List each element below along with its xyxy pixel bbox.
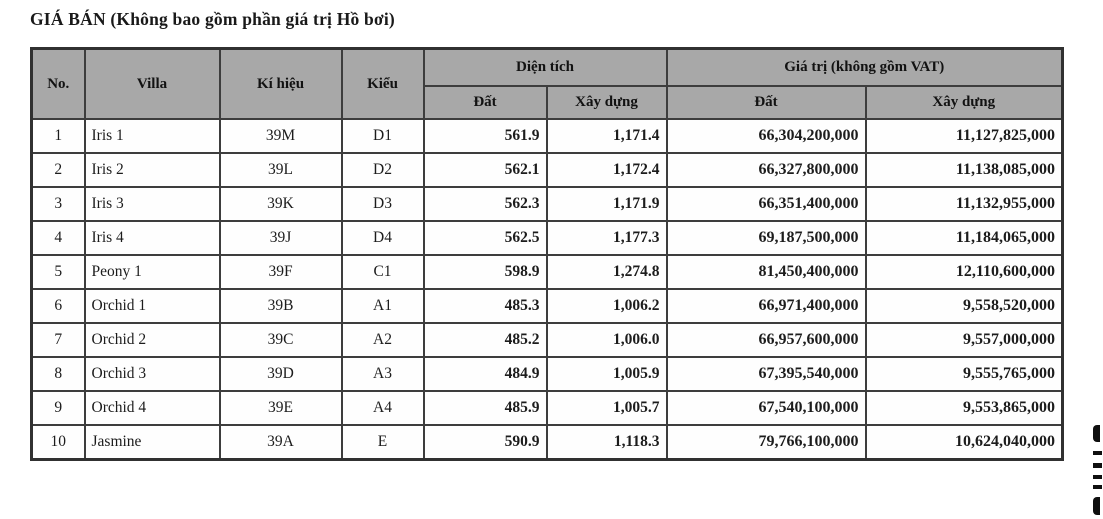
cell-no: 1 [32,119,85,153]
cell-no: 7 [32,323,85,357]
cell-type: A3 [342,357,424,391]
page-title: GIÁ BÁN (Không bao gồm phần giá trị Hồ bơi) [30,9,395,29]
cell-villa: Iris 4 [85,221,220,255]
cell-type: D3 [342,187,424,221]
cell-area-land: 562.1 [424,153,547,187]
cell-no: 8 [32,357,85,391]
cell-code: 39F [220,255,342,289]
price-table [30,47,1064,461]
cell-type: A1 [342,289,424,323]
col-header-area-land: Đất [424,86,547,119]
cell-area-land: 561.9 [424,119,547,153]
cell-area-land: 590.9 [424,425,547,460]
cell-area-construction: 1,171.9 [547,187,667,221]
cell-no: 3 [32,187,85,221]
cell-value-construction: 9,557,000,000 [866,323,1063,357]
cell-area-construction: 1,118.3 [547,425,667,460]
cell-area-land: 598.9 [424,255,547,289]
cell-villa: Orchid 1 [85,289,220,323]
table-row [32,425,1063,460]
table-row [32,255,1063,289]
cell-value-land: 79,766,100,000 [667,425,866,460]
table-row [32,153,1063,187]
cell-type: D4 [342,221,424,255]
cell-code: 39A [220,425,342,460]
cell-code: 39E [220,391,342,425]
cell-value-construction: 9,555,765,000 [866,357,1063,391]
cell-type: A4 [342,391,424,425]
cell-area-construction: 1,005.9 [547,357,667,391]
cell-value-land: 66,957,600,000 [667,323,866,357]
table-row [32,119,1063,153]
cell-villa: Jasmine [85,425,220,460]
cell-area-construction: 1,005.7 [547,391,667,425]
cell-code: 39M [220,119,342,153]
cell-value-construction: 10,624,040,000 [866,425,1063,460]
col-header-code: Kí hiệu [220,49,342,120]
cell-value-construction: 11,138,085,000 [866,153,1063,187]
cell-value-land: 66,304,200,000 [667,119,866,153]
cell-no: 10 [32,425,85,460]
cell-area-construction: 1,006.2 [547,289,667,323]
cell-type: C1 [342,255,424,289]
col-header-type: Kiểu [342,49,424,120]
col-header-no: No. [32,49,85,120]
cell-code: 39B [220,289,342,323]
cell-value-land: 66,971,400,000 [667,289,866,323]
cell-value-construction: 11,132,955,000 [866,187,1063,221]
cell-value-land: 69,187,500,000 [667,221,866,255]
cell-code: 39D [220,357,342,391]
cell-type: E [342,425,424,460]
cell-villa: Orchid 2 [85,323,220,357]
cell-value-land: 66,351,400,000 [667,187,866,221]
cell-code: 39C [220,323,342,357]
cell-type: D1 [342,119,424,153]
col-header-value-construction: Xây dựng [866,86,1063,119]
cell-no: 6 [32,289,85,323]
cell-area-land: 485.9 [424,391,547,425]
cell-villa: Peony 1 [85,255,220,289]
cell-area-construction: 1,006.0 [547,323,667,357]
cell-no: 5 [32,255,85,289]
cell-code: 39K [220,187,342,221]
cell-villa: Orchid 3 [85,357,220,391]
cell-no: 4 [32,221,85,255]
cell-value-construction: 9,558,520,000 [866,289,1063,323]
table-row [32,323,1063,357]
cell-area-land: 485.2 [424,323,547,357]
cell-area-land: 562.3 [424,187,547,221]
cell-value-land: 67,540,100,000 [667,391,866,425]
table-header [32,49,1063,120]
col-header-value-land: Đất [667,86,866,119]
cell-code: 39L [220,153,342,187]
table-row [32,357,1063,391]
table-row [32,221,1063,255]
cell-area-construction: 1,172.4 [547,153,667,187]
table-row [32,391,1063,425]
cell-no: 9 [32,391,85,425]
cell-area-construction: 1,274.8 [547,255,667,289]
cell-villa: Orchid 4 [85,391,220,425]
cell-value-construction: 12,110,600,000 [866,255,1063,289]
cell-type: A2 [342,323,424,357]
cell-area-land: 485.3 [424,289,547,323]
cell-villa: Iris 1 [85,119,220,153]
cell-villa: Iris 2 [85,153,220,187]
cell-area-land: 484.9 [424,357,547,391]
cell-area-construction: 1,177.3 [547,221,667,255]
cell-code: 39J [220,221,342,255]
cell-value-construction: 11,127,825,000 [866,119,1063,153]
col-group-value: Giá trị (không gồm VAT) [667,49,1063,87]
table-body [32,119,1063,460]
col-group-area: Diện tích [424,49,667,87]
cell-no: 2 [32,153,85,187]
table-row [32,187,1063,221]
cell-villa: Iris 3 [85,187,220,221]
cell-value-land: 81,450,400,000 [667,255,866,289]
cell-value-construction: 9,553,865,000 [866,391,1063,425]
cell-value-construction: 11,184,065,000 [866,221,1063,255]
cell-type: D2 [342,153,424,187]
cell-area-construction: 1,171.4 [547,119,667,153]
cell-area-land: 562.5 [424,221,547,255]
col-header-area-construction: Xây dựng [547,86,667,119]
cell-value-land: 66,327,800,000 [667,153,866,187]
scan-edge-artifact [1085,425,1103,517]
cell-value-land: 67,395,540,000 [667,357,866,391]
table-row [32,289,1063,323]
col-header-villa: Villa [85,49,220,120]
